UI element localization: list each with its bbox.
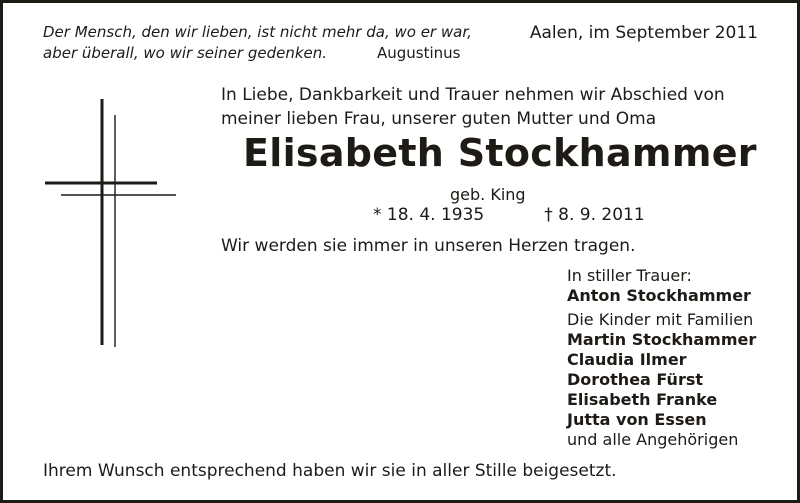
quote [43,22,472,64]
death-date: † 8. 9. 2011 [544,205,645,225]
mourner-spouse: Anton Stockhammer [567,286,751,305]
intro-text [221,83,762,131]
closing-note: Ihrem Wunsch entsprechend haben wir sie in aller Stille beigesetzt. [43,461,617,481]
mourner-child: Martin Stockhammer [567,330,757,349]
mourners-list [567,266,756,450]
mourner-child: Dorothea Fürst [567,370,703,389]
mourners-closing: und alle Angehörigen [567,430,739,449]
intro-line-2: meiner lieben Frau, unserer guten Mutter und Oma [221,109,657,129]
quote-line-2: aber überall, wo wir seiner gedenken. [43,44,328,62]
memorial-motto: Wir werden sie immer in unseren Herzen tragen. [221,236,636,256]
place-date: Aalen, im September 2011 [529,23,758,43]
intro-line-1: In Liebe, Dankbarkeit und Trauer nehmen wir Abschied von [221,85,725,105]
quote-author: Augustinus [377,44,461,62]
birth-date: * 18. 4. 1935 [373,205,485,225]
mourner-child: Jutta von Essen [567,410,707,429]
mourner-child: Elisabeth Franke [567,390,718,409]
deceased-name: Elisabeth Stockhammer [243,131,757,175]
maiden-name: geb. King [450,185,526,204]
mourners-heading: In stiller Trauer: [567,266,692,285]
cross-icon [45,99,180,347]
mourner-child: Claudia Ilmer [567,350,687,369]
quote-line-1: Der Mensch, den wir lieben, ist nicht mehr da, wo er war, [43,23,472,41]
children-heading: Die Kinder mit Familien [567,310,754,329]
life-dates [373,205,645,225]
